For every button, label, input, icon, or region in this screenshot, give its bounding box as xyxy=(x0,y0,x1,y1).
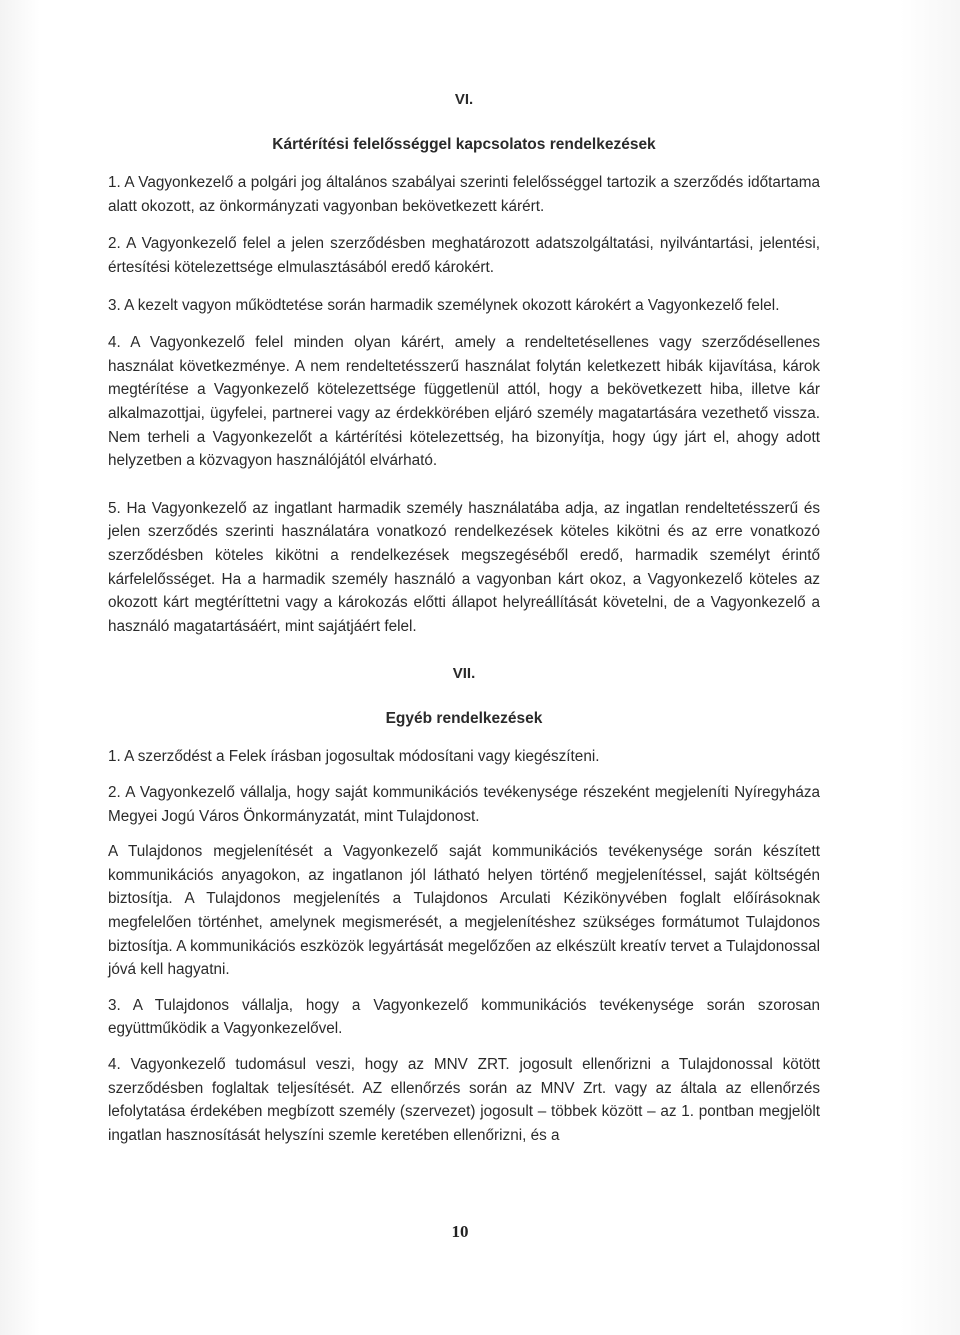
section-6-paragraph-4: 4. A Vagyonkezelő felel minden olyan kárért, amely a rendeltetésellenes vagy szerződésellenes használat következménye. A nem rendeltetésszerű használat folytán keletkezett hibák kijavítása, károk megtérítése a Vagyonkezelő kötelezettsége függetlenül attól, hogy a bekövetkezett hiba, illetve kár alkalmazottjai, ügyfelei, partnerei vagy az érdekkörében eljáró személy magatartására vezethető vissza. Nem terheli a Vagyonkezelőt a kártérítési kötelezettség, ha bizonyítja, hogy úgy járt el, ahogy adott helyzetben a közvagyon használójától elvárható. xyxy=(108,334,820,470)
section-7-title: Egyéb rendelkezések xyxy=(385,709,543,727)
page-number: 10 xyxy=(451,1222,469,1241)
section-6-paragraph-1: 1. A Vagyonkezelő a polgári jog általános szabályai szerinti felelősséggel tartozik a szerződés időtartama alatt okozott, az önkormányzati vagyonban bekövetkezett kárért. xyxy=(108,174,820,215)
document-body xyxy=(108,88,820,1159)
section-7-paragraph-1: 1. A szerződést a Felek írásban jogosultak módosítani vagy kiegészíteni. xyxy=(108,748,600,766)
section-6-paragraph-3: 3. A kezelt vagyon működtetése során harmadik személynek okozott károkért a Vagyonkezelő felel. xyxy=(108,296,780,314)
section-6-number: VI. xyxy=(454,91,474,108)
section-7-paragraph-2: 2. A Vagyonkezelő vállalja, hogy saját kommunikációs tevékenysége részeként megjeleníti Nyíregyháza Megyei Jogú Város Önkormányzatát, mint Tulajdonost. xyxy=(108,784,820,825)
section-6-paragraph-5: 5. Ha Vagyonkezelő az ingatlant harmadik személy használatába adja, az ingatlan rendeltetésszerű és jelen szerződés szerinti használatára vonatkozó rendelkezések köteles kikötni és az erre vonatkozó szerződésben köteles kikötni a rendelkezések megszegéséből eredő, harmadik személyt érintő kárfelelősséget. Ha a harmadik személy használó a vagyonban kárt okoz, a Vagyonkezelő köteles az okozott kárt megtéríttetni vagy a károkozás előtti állapot helyreállítását követelni, de a Vagyonkezelő a használó magatartásáért, mint sajátjáért felel. xyxy=(108,499,820,635)
section-7-paragraph-4: 4. Vagyonkezelő tudomásul veszi, hogy az MNV ZRT. jogosult ellenőrizni a Tulajdonossal kötött szerződésben foglaltak teljesítését. AZ ellenőrzés során az MNV Zrt. vagy az általa az ellenőrzés lefolytatása érdekében megbízott személy (szervezet) jogosult – többek között – az 1. pontban megjelölt ingatlan hasznosítását helyszíni szemle keretében ellenőrizni, és a xyxy=(108,1056,820,1144)
section-6-title: Kártérítési felelősséggel kapcsolatos rendelkezések xyxy=(272,135,656,153)
section-7-paragraph-3: 3. A Tulajdonos vállalja, hogy a Vagyonkezelő kommunikációs tevékenysége során szorosan együttműködik a Vagyonkezelővel. xyxy=(108,996,820,1038)
section-7-paragraph-2-continued: A Tulajdonos megjelenítését a Vagyonkezelő saját kommunikációs tevékenysége során készített kommunikációs anyagokon, az ingatlanon jól látható helyen történő megjelenítéssel, saját költségén biztosítja. A Tulajdonos megjelenítés a Tulajdonos Arculati Kézikönyvében foglalt előírásoknak megfelelően történhet, amelynek megismerését, a megjelenítéshez szükséges formátumot Tulajdonos biztosítja. A kommunikációs eszközök legyártását megelőzően az elkészült kreatív tervet a Tulajdonossal jóvá kell hagyatni. xyxy=(108,843,820,979)
section-7-number: VII. xyxy=(452,665,476,683)
section-6-paragraph-2: 2. A Vagyonkezelő felel a jelen szerződésben meghatározott adatszolgáltatási, nyilvántartási, jelentési, értesítési kötelezettsége elmulasztásából eredő károkért. xyxy=(108,235,820,276)
